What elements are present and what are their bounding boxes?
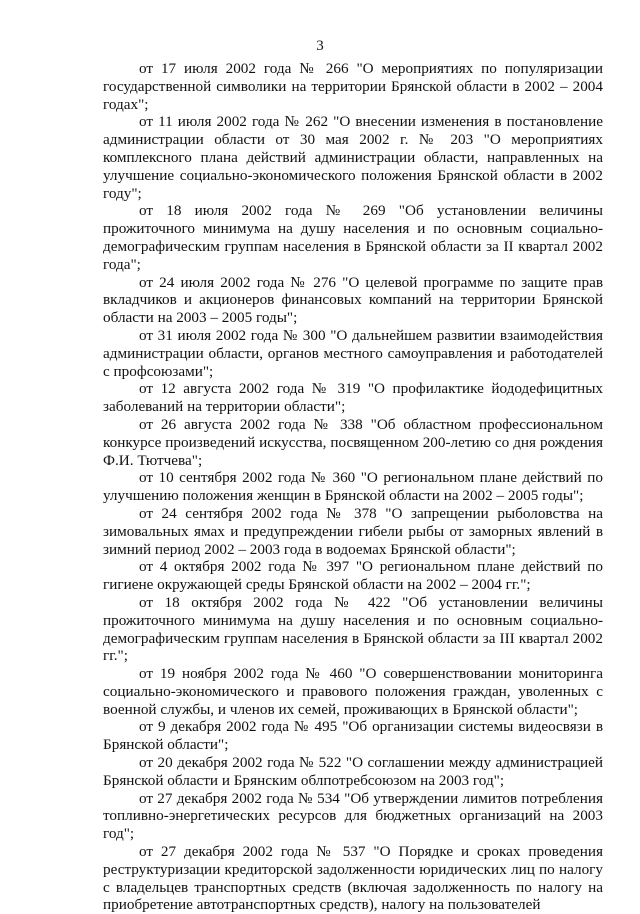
- decree-item: от 24 сентября 2002 года № 378 "О запрещении рыболовства на зимовальных ямах и предупреждении гибели рыбы от заморных явлений в зимний период 2002 – 2003 года в водоемах Брянской области";: [103, 504, 603, 558]
- decree-item: от 18 июля 2002 года № 269 "Об установлении величины прожиточного минимума на душу населения и по основным социально-демографическим группам населения в Брянской области за II квартал 2002 года";: [103, 202, 603, 273]
- decree-item: от 26 августа 2002 года № 338 "Об областном профессиональном конкурсе произведений искусства, посвященном 200-летию со дня рождения Ф.И. Тютчева";: [103, 415, 603, 469]
- decree-item: от 27 декабря 2002 года № 534 "Об утверждении лимитов потребления топливно-энергетических ресурсов для бюджетных организаций на 2003 год";: [103, 789, 603, 843]
- decree-item: от 12 августа 2002 года № 319 "О профилактике йододефицитных заболеваний на территории области";: [103, 380, 603, 416]
- decree-item: от 19 ноября 2002 года № 460 "О совершенствовании мониторинга социально-экономического и правового положения граждан, уволенных с военной службы, и членов их семей, проживающих в Брянской области";: [103, 665, 603, 718]
- decree-item: от 17 июля 2002 года № 266 "О мероприятиях по популяризации государственной символики на территории Брянской области в 2002 – 2004 годах";: [103, 60, 603, 113]
- decree-item: от 18 октября 2002 года № 422 "Об установлении величины прожиточного минимума на душу населения и по основным социально-демографическим группам населения в Брянской области за III квартал 2002 гг.";: [103, 593, 603, 665]
- decree-item: от 31 июля 2002 года № 300 "О дальнейшем развитии взаимодействия администрации области, органов местного самоуправления и работодателей с профсоюзами";: [103, 326, 603, 380]
- decree-item: от 11 июля 2002 года № 262 "О внесении изменения в постановление администрации области от 30 мая 2002 г. № 203 "О мероприятиях комплексного плана действий администрации области, направленных на улучшение социально-экономического положения Брянской области в 2002 году";: [103, 113, 603, 202]
- decree-item: от 9 декабря 2002 года № 495 "Об организации системы видеосвязи в Брянской области";: [103, 718, 603, 754]
- page-number: 3: [316, 38, 324, 54]
- decree-list: [103, 60, 603, 914]
- decree-item: от 24 июля 2002 года № 276 "О целевой программе по защите прав вкладчиков и акционеров финансовых компаний на территории Брянской области на 2003 – 2005 годы";: [103, 273, 603, 327]
- decree-item: от 10 сентября 2002 года № 360 "О региональном плане действий по улучшению положения женщин в Брянской области на 2002 – 2005 годы";: [103, 469, 603, 505]
- decree-item: от 27 декабря 2002 года № 537 "О Порядке и сроках проведения реструктуризации кредиторской задолженности юридических лиц по налогу с владельцев транспортных средств (включая задолженность по налогу на приобретение автотранспортных средств), налогу на пользователей: [103, 843, 603, 914]
- decree-item: от 4 октября 2002 года № 397 "О региональном плане действий по гигиене окружающей среды Брянской области на 2002 – 2004 гг.";: [103, 558, 603, 594]
- decree-item: от 20 декабря 2002 года № 522 "О соглашении между администрацией Брянской области и Брянским облпотребсоюзом на 2003 год";: [103, 754, 603, 789]
